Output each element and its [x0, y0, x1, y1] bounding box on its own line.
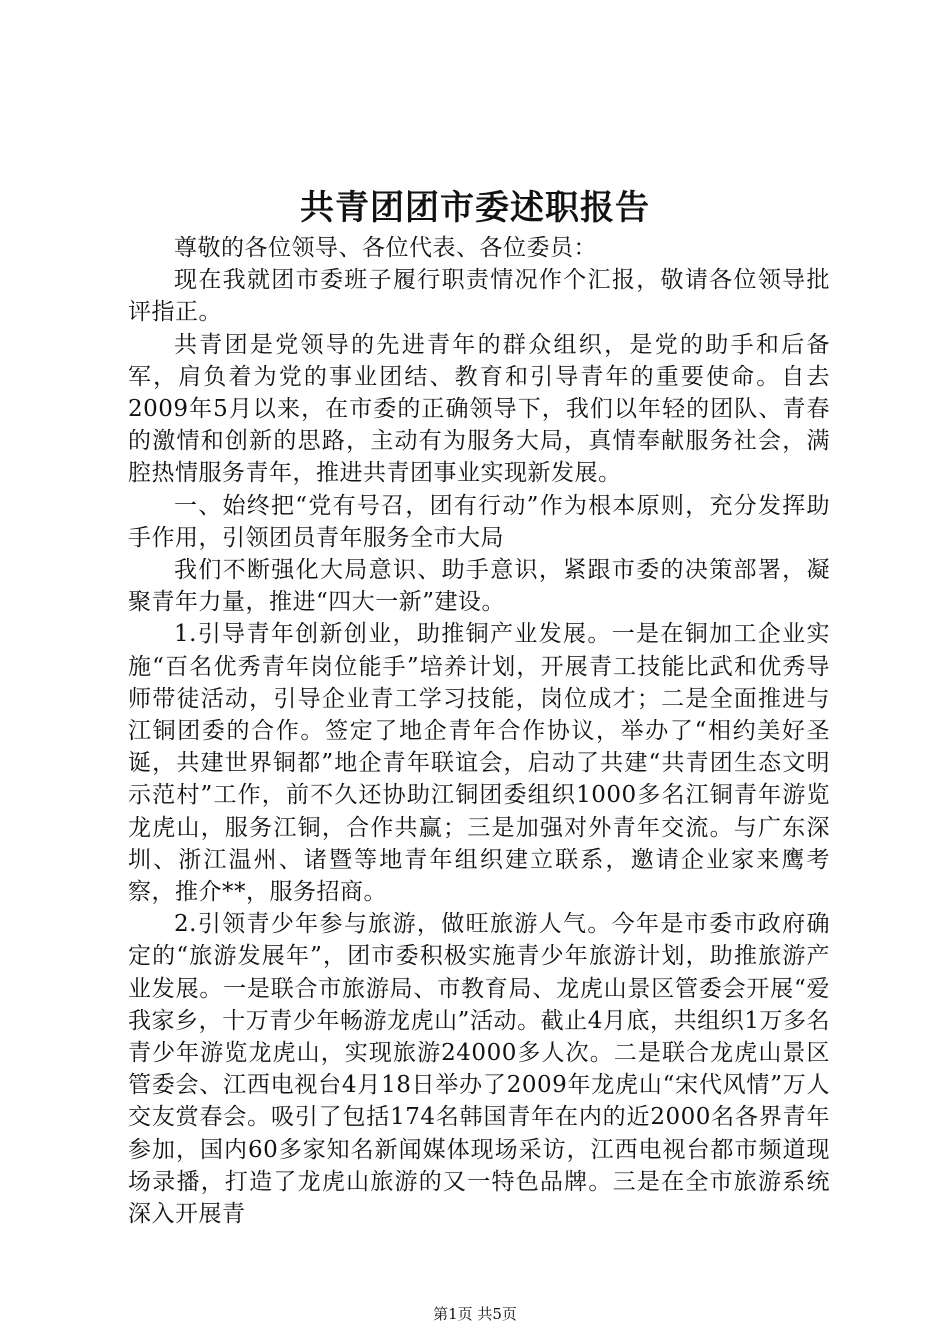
document-title: 共青团团市委述职报告	[300, 188, 650, 228]
salutation-paragraph: 尊敬的各位领导、各位代表、各位委员：	[174, 235, 597, 261]
body-paragraph: 1.引导青年创新创业，助推铜产业发展。一是在铜加工企业实施“百名优秀青年岗位能手”培养计划，开展青工技能比武和优秀导师带徒活动，引导企业青工学习技能，岗位成才；二是全面推进与江铜团委的合作。签定了地企青年合作协议，举办了“相约美好圣诞，共建世界铜都”地企青年联谊会，启动了共建“共青团生态文明示范村”工作，前不久还协助江铜团委组织1000多名江铜青年游览龙虎山，服务江铜，合作共赢；三是加强对外青年交流。与广东深圳、浙江温州、诸暨等地青年组织建立联系，邀请企业家来鹰考察，推介**，服务招商。	[128, 621, 830, 906]
body-paragraph: 共青团是党领导的先进青年的群众组织，是党的助手和后备军，肩负着为党的事业团结、教育和引导青年的重要使命。自去2009年5月以来，在市委的正确领导下，我们以年轻的团队、青春的激情和创新的思路，主动有为服务大局，真情奉献服务社会，满腔热情服务青年，推进共青团事业实现新发展。	[128, 331, 830, 487]
body-paragraph: 现在我就团市委班子履行职责情况作个汇报，敬请各位领导批评指正。	[128, 267, 830, 326]
body-paragraph: 2.引领青少年参与旅游，做旺旅游人气。今年是市委市政府确定的“旅游发展年”，团市委积极实施青少年旅游计划，助推旅游产业发展。一是联合市旅游局、市教育局、龙虎山景区管委会开展“爱我家乡，十万青少年畅游龙虎山”活动。截止4月底，共组织1万多名青少年游览龙虎山，实现旅游24000多人次。二是联合龙虎山景区管委会、江西电视台4月18日举办了2009年龙虎山“宋代风情”万人交友赏春会。吸引了包括174名韩国青年在内的近2000名各界青年参加，国内60多家知名新闻媒体现场采访，江西电视台都市频道现场录播，打造了龙虎山旅游的又一特色品牌。三是在全市旅游系统深入开展青	[128, 911, 830, 1228]
section-heading: 一、始终把“党有号召，团有行动”作为根本原则，充分发挥助手作用，引领团员青年服务全市大局	[128, 492, 830, 551]
body-paragraph: 我们不断强化大局意识、助手意识，紧跟市委的决策部署，凝聚青年力量，推进“四大一新”建设。	[128, 557, 830, 616]
document-body	[128, 232, 830, 1230]
page-number-footer: 第1页 共5页	[433, 1305, 517, 1323]
